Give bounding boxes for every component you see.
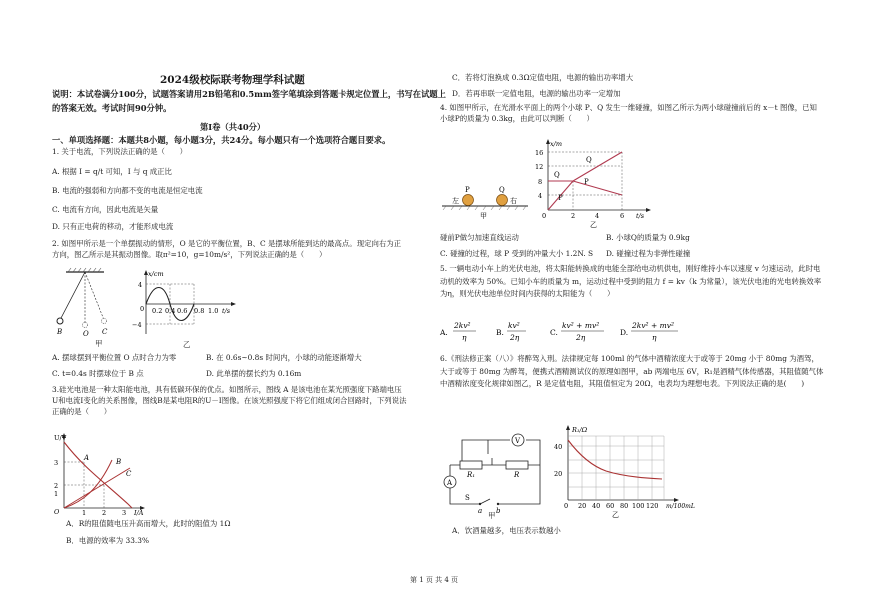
osc-origin: 0 (140, 305, 145, 313)
q4-tick-x4: 4 (538, 192, 543, 200)
q4-collision-figure (440, 178, 530, 220)
q5-option-b-num: kv² (508, 321, 520, 330)
q6-tick-m80: 80 (620, 502, 629, 510)
q6-tick-m20: 20 (578, 502, 587, 510)
q6-m-axis-label: m/100mL (666, 503, 695, 510)
q4-line-q1-label: Q (554, 171, 560, 179)
q6-tick-m120: 120 (646, 502, 659, 510)
q5-option-d-label: D. (620, 328, 629, 337)
osc-tick-t3: 0.6 (177, 307, 188, 315)
q4-stem: 4. 如图甲所示，在光滑水平面上的两个小球 P、Q 发生一维碰撞，如图乙所示为两小球碰撞前后的 x－t 图像，已知小球P的质量为 0.3kg，由此可以判断（ ） (440, 103, 817, 123)
q3-curve-b-label: B (116, 458, 122, 466)
part-heading: 第Ⅰ卷（共40分） (200, 122, 266, 132)
point-b-label: B (57, 328, 63, 336)
q2-fig-jia-caption: 甲 (95, 339, 103, 348)
q6-tick-m100: 100 (632, 502, 645, 510)
q4-origin: 0 (542, 212, 547, 220)
q1-option-d: D. 只有正电荷的移动，才能形成电流 (52, 222, 174, 231)
q4-tick-x12: 12 (535, 163, 544, 171)
q1-stem: 1. 关于电流，下列说法正确的是（ ） (52, 147, 188, 156)
q5-option-d-den: η (652, 333, 657, 342)
q4-tick-t6: 6 (620, 212, 625, 220)
q4-option-b: B. 小球Q的质量为 0.9kg (606, 233, 690, 242)
q2-option-c: C. t=0.4s 时摆球位于 B 点 (52, 369, 144, 378)
q4-line-q2-label: Q (586, 156, 592, 164)
q6-option-a: A．饮酒量越多，电压表示数越小 (452, 526, 561, 535)
q5-option-c-den: 2η (576, 333, 586, 342)
q3-ui-graph (48, 430, 148, 516)
osc-tick-t5: 1.0 (208, 307, 219, 315)
q3-tick-i1: 1 (82, 509, 87, 517)
q4-right-label: 右 (510, 197, 517, 205)
q1-option-a: A. 根据 I = q/t 可知，I 与 q 成正比 (52, 167, 172, 176)
q4-fig-yi-caption: 乙 (590, 221, 597, 229)
osc-t-axis-label: t/s (222, 307, 231, 315)
q6-stem: 6.《刑法修正案（八）》将醉驾入刑。法律规定每 100ml 的气体中酒精浓度大于或等于 20mg 小于 80mg 为酒驾，大于或等于 80mg 为醉驾，便携式酒精测试仪的原理如图甲，ab 两端电压 6V，R₁是酒精气体传感器，其阻值随气体中酒精浓度变化规律如图乙，R 是定值电阻，其阻值恒定为 20Ω，电表均为理想电表。下列说法正确的是( ) (440, 354, 824, 388)
q4-x-axis-label: x/m (550, 140, 563, 148)
q5-option-a-label: A. (440, 328, 448, 337)
q3-option-b: B．电源的效率为 33.3% (66, 536, 149, 545)
q3-option-a: A．R的阻值随电压升高而增大，此时的阻值为 1Ω (66, 519, 231, 528)
q4-ball-p: P (465, 186, 470, 194)
q4-tick-t4: 4 (595, 212, 600, 220)
q6-tick-m60: 60 (606, 502, 615, 510)
circuit-r1-label: R₁ (467, 471, 476, 479)
circuit-b-label: b (496, 507, 501, 515)
q6-r-axis-label: R₁/Ω (572, 426, 588, 434)
pendulum-figure (52, 268, 124, 338)
q5-option-c-num: kv² + mv² (562, 321, 600, 330)
q4-tick-x8: 8 (538, 178, 543, 186)
circuit-voltmeter-label: V (515, 437, 521, 445)
q3-u-axis-label: U/V (54, 434, 67, 442)
q4-option-d: D. 碰撞过程为非弹性碰撞 (606, 249, 691, 258)
osc-tick-t2: 0.4 (165, 307, 176, 315)
circuit-ammeter-label: A (447, 479, 453, 487)
q2-option-a: A. 摆球摆到平衡位置 O 点时合力为零 (52, 353, 177, 362)
q5-option-a-num: 2kv² (454, 321, 471, 330)
page-footer: 第 1 页 共 4 页 (410, 576, 459, 584)
circuit-switch-label: S (465, 494, 470, 502)
q3-curve-a-label: A (84, 454, 90, 462)
q3-origin: O (54, 508, 60, 516)
q4-option-c: C. 碰撞的过程，球 P 受到的冲量大小 1.2N. S (440, 249, 594, 258)
q3-i-axis-label: I/A (134, 509, 144, 517)
q2-stem: 2. 如图甲所示是一个单摆振动的情形，O 是它的平衡位置，B、C 是摆球所能到达的最高点。现定向右为正方向，图乙所示是其振动图像。取π²=10，g=10m/s²，下列说法正确的是（ ） (52, 239, 402, 259)
q3-stem: 3.硅光电池是一种太阳能电池，具有低碳环保的优点。如图所示，图线 A 是该电池在某光照强度下路端电压U和电流I变化的关系图像，图线B是某电阻R的U－I图像。在该光照强度下将它们组成闭合回路时，下列说法正确的是（ ） (52, 385, 407, 416)
q5-option-b-label: B. (496, 328, 504, 337)
q4-ball-q: Q (499, 186, 505, 194)
osc-tick-4: 4 (138, 281, 143, 289)
q5-option-a-den: η (462, 333, 467, 342)
q3-option-c: C．若将灯泡换成 0.3Ω定值电阻，电源的输出功率增大 (452, 73, 634, 82)
osc-y-axis-label: x/cm (148, 270, 164, 278)
q2-option-b: B. 在 0.6s~0.8s 时间内，小球的动能逐渐增大 (206, 353, 362, 362)
q4-option-a: 碰前P做匀加速直线运动 (440, 233, 519, 242)
q3-tick-u2: 2 (54, 482, 59, 490)
q5-option-b-den: 2η (510, 333, 520, 342)
osc-tick-t4: 0.8 (194, 307, 205, 315)
exam-title: 2024级校际联考物理学科试题 (160, 74, 305, 86)
q4-line-p1-label: P (558, 194, 563, 202)
q6-tick-r40: 40 (554, 443, 563, 451)
q5-options (440, 318, 700, 346)
section-heading: 一、单项选择题：本题共8小题，每小题3分，共24分。每小题只有一个选项符合题目要求。 (52, 135, 391, 145)
q6-circuit (440, 430, 550, 516)
q5-option-d-num: 2kv² + mv² (632, 321, 674, 330)
q1-option-b: B. 电流的强弱和方向都不变的电流是恒定电流 (52, 186, 203, 195)
q6-fig-yi-caption: 乙 (612, 511, 619, 519)
point-o-label: O (83, 330, 89, 338)
q3-tick-i2: 2 (102, 509, 107, 517)
q4-t-axis-label: t/s (636, 212, 645, 220)
q4-tick-x16: 16 (535, 149, 544, 157)
q6-r-graph (550, 422, 695, 519)
q2-fig-yi-caption: 乙 (183, 340, 191, 349)
q3-tick-u1: 1 (54, 490, 59, 498)
circuit-a-label: a (478, 507, 483, 515)
q3-tick-i3: 3 (122, 509, 127, 517)
osc-tick-t1: 0.2 (152, 307, 163, 315)
instructions: 说明：本试卷满分100分，试题答案请用2B铅笔和0.5mm签字笔填涂到答题卡规定位置上，书写在试题上的答案无效。考试时间90分钟。 (52, 89, 446, 113)
q3-option-d: D．若再串联一定值电阻，电源的输出功率一定增加 (452, 89, 621, 98)
circuit-r-label: R (514, 471, 520, 479)
q6-tick-m0: 0 (564, 502, 569, 510)
q5-stem: 5. 一辆电动小车上的光伏电池，将太阳能转换成的电能全部给电动机供电，刚好维持小车以速度 v 匀速运动，此时电动机的效率为 50%。已知小车的质量为 m，运动过程中受到的阻力 f = kv（k 为常量），该光伏电池的光电转换效率为η，则光伏电池单位时间内获得的太阳能为（ ） (440, 264, 822, 298)
q2-option-d: D. 此单摆的摆长约为 0.16m (206, 369, 302, 378)
q4-xt-graph (530, 138, 662, 228)
q5-option-c-label: C. (550, 328, 558, 337)
q6-tick-m40: 40 (592, 502, 601, 510)
q4-fig-jia-caption: 甲 (480, 212, 487, 220)
q6-tick-r20: 20 (554, 470, 563, 478)
oscillation-graph (130, 268, 238, 340)
q4-tick-t2: 2 (571, 212, 576, 220)
q4-left-label: 左 (452, 197, 459, 205)
q4-line-p2-label: P (584, 178, 589, 186)
q1-option-c: C. 电流有方向，因此电流是矢量 (52, 205, 159, 214)
osc-tick-m4: −4 (132, 321, 142, 329)
point-c-label: C (102, 328, 108, 336)
q3-curve-c-label: C (126, 470, 132, 478)
q3-tick-u3: 3 (54, 459, 59, 467)
q6-fig-jia-caption: 甲 (488, 511, 496, 520)
